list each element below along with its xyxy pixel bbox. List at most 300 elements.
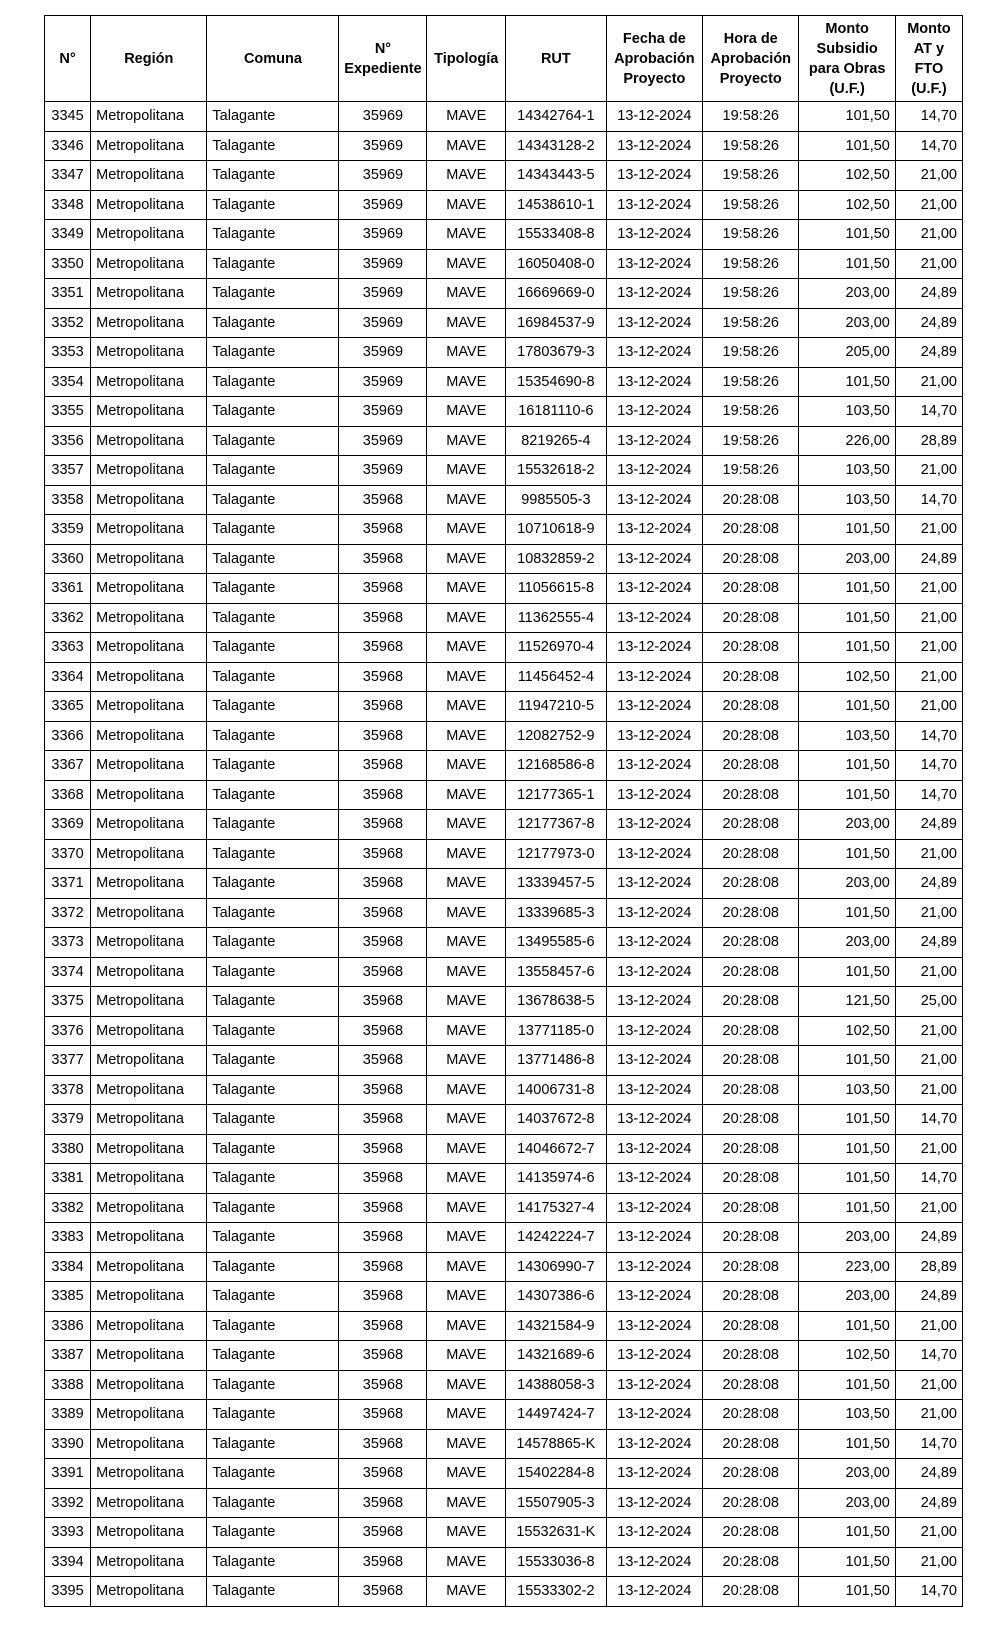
cell-numero: 3358: [45, 485, 91, 515]
cell-tipologia: MAVE: [427, 397, 506, 427]
cell-expediente: 35969: [339, 161, 427, 191]
cell-numero: 3368: [45, 780, 91, 810]
cell-tipologia: MAVE: [427, 987, 506, 1017]
cell-region: Metropolitana: [91, 1046, 207, 1076]
cell-numero: 3360: [45, 544, 91, 574]
cell-expediente: 35968: [339, 485, 427, 515]
cell-fecha: 13-12-2024: [606, 1311, 702, 1341]
cell-numero: 3377: [45, 1046, 91, 1076]
cell-rut: 14388058-3: [506, 1370, 607, 1400]
cell-hora: 20:28:08: [703, 633, 799, 663]
cell-rut: 16984537-9: [506, 308, 607, 338]
cell-fecha: 13-12-2024: [606, 692, 702, 722]
cell-comuna: Talagante: [207, 1134, 339, 1164]
cell-numero: 3370: [45, 839, 91, 869]
cell-tipologia: MAVE: [427, 1282, 506, 1312]
cell-rut: 14342764-1: [506, 102, 607, 132]
cell-numero: 3346: [45, 131, 91, 161]
cell-rut: 12177365-1: [506, 780, 607, 810]
cell-comuna: Talagante: [207, 928, 339, 958]
cell-expediente: 35968: [339, 721, 427, 751]
cell-monto-subsidio: 203,00: [799, 1223, 895, 1253]
cell-expediente: 35969: [339, 367, 427, 397]
cell-monto-subsidio: 101,50: [799, 839, 895, 869]
cell-fecha: 13-12-2024: [606, 1016, 702, 1046]
cell-rut: 14321689-6: [506, 1341, 607, 1371]
cell-comuna: Talagante: [207, 1400, 339, 1430]
cell-comuna: Talagante: [207, 102, 339, 132]
table-body: [45, 102, 963, 1607]
cell-numero: 3394: [45, 1547, 91, 1577]
cell-fecha: 13-12-2024: [606, 1577, 702, 1607]
table-row: [45, 1547, 963, 1577]
cell-expediente: 35968: [339, 1311, 427, 1341]
cell-monto-at: 14,70: [895, 485, 962, 515]
cell-expediente: 35968: [339, 1193, 427, 1223]
cell-region: Metropolitana: [91, 397, 207, 427]
cell-hora: 20:28:08: [703, 1223, 799, 1253]
cell-monto-at: 21,00: [895, 839, 962, 869]
cell-hora: 20:28:08: [703, 1046, 799, 1076]
cell-fecha: 13-12-2024: [606, 839, 702, 869]
cell-fecha: 13-12-2024: [606, 279, 702, 309]
cell-region: Metropolitana: [91, 190, 207, 220]
cell-tipologia: MAVE: [427, 131, 506, 161]
cell-monto-subsidio: 101,50: [799, 1134, 895, 1164]
cell-comuna: Talagante: [207, 1341, 339, 1371]
table-row: [45, 957, 963, 987]
cell-hora: 20:28:08: [703, 1577, 799, 1607]
cell-comuna: Talagante: [207, 1282, 339, 1312]
cell-tipologia: MAVE: [427, 810, 506, 840]
cell-fecha: 13-12-2024: [606, 1046, 702, 1076]
cell-rut: 13678638-5: [506, 987, 607, 1017]
cell-monto-at: 24,89: [895, 810, 962, 840]
table-row: [45, 131, 963, 161]
cell-numero: 3371: [45, 869, 91, 899]
cell-monto-at: 24,89: [895, 928, 962, 958]
cell-monto-at: 21,00: [895, 249, 962, 279]
cell-numero: 3357: [45, 456, 91, 486]
cell-monto-at: 21,00: [895, 1193, 962, 1223]
cell-hora: 19:58:26: [703, 161, 799, 191]
cell-comuna: Talagante: [207, 574, 339, 604]
cell-region: Metropolitana: [91, 1252, 207, 1282]
cell-fecha: 13-12-2024: [606, 633, 702, 663]
cell-comuna: Talagante: [207, 544, 339, 574]
cell-tipologia: MAVE: [427, 1400, 506, 1430]
cell-region: Metropolitana: [91, 1134, 207, 1164]
cell-monto-at: 21,00: [895, 1075, 962, 1105]
cell-region: Metropolitana: [91, 1016, 207, 1046]
cell-monto-subsidio: 203,00: [799, 1282, 895, 1312]
subsidy-table: [44, 15, 963, 1607]
cell-expediente: 35968: [339, 751, 427, 781]
cell-comuna: Talagante: [207, 810, 339, 840]
cell-comuna: Talagante: [207, 131, 339, 161]
cell-expediente: 35968: [339, 1459, 427, 1489]
header-fecha: Fecha de Aprobación Proyecto: [606, 16, 702, 102]
cell-expediente: 35968: [339, 1105, 427, 1135]
cell-region: Metropolitana: [91, 338, 207, 368]
cell-tipologia: MAVE: [427, 692, 506, 722]
table-row: [45, 1164, 963, 1194]
cell-tipologia: MAVE: [427, 1252, 506, 1282]
table-row: [45, 426, 963, 456]
cell-fecha: 13-12-2024: [606, 1282, 702, 1312]
cell-comuna: Talagante: [207, 1547, 339, 1577]
cell-fecha: 13-12-2024: [606, 1459, 702, 1489]
cell-hora: 19:58:26: [703, 190, 799, 220]
cell-monto-at: 14,70: [895, 721, 962, 751]
cell-tipologia: MAVE: [427, 780, 506, 810]
cell-monto-subsidio: 203,00: [799, 308, 895, 338]
cell-rut: 15354690-8: [506, 367, 607, 397]
cell-monto-subsidio: 101,50: [799, 367, 895, 397]
cell-rut: 9985505-3: [506, 485, 607, 515]
table-row: [45, 220, 963, 250]
cell-rut: 14175327-4: [506, 1193, 607, 1223]
cell-region: Metropolitana: [91, 633, 207, 663]
table-row: [45, 161, 963, 191]
cell-fecha: 13-12-2024: [606, 721, 702, 751]
cell-monto-at: 21,00: [895, 1518, 962, 1548]
cell-fecha: 13-12-2024: [606, 1164, 702, 1194]
cell-numero: 3386: [45, 1311, 91, 1341]
cell-hora: 19:58:26: [703, 279, 799, 309]
cell-fecha: 13-12-2024: [606, 1252, 702, 1282]
cell-tipologia: MAVE: [427, 574, 506, 604]
cell-comuna: Talagante: [207, 898, 339, 928]
cell-expediente: 35968: [339, 810, 427, 840]
cell-region: Metropolitana: [91, 692, 207, 722]
cell-region: Metropolitana: [91, 1370, 207, 1400]
cell-fecha: 13-12-2024: [606, 1370, 702, 1400]
cell-expediente: 35968: [339, 515, 427, 545]
cell-monto-at: 21,00: [895, 898, 962, 928]
cell-monto-at: 14,70: [895, 102, 962, 132]
cell-monto-at: 21,00: [895, 574, 962, 604]
cell-region: Metropolitana: [91, 869, 207, 899]
cell-tipologia: MAVE: [427, 603, 506, 633]
cell-rut: 15532618-2: [506, 456, 607, 486]
cell-comuna: Talagante: [207, 987, 339, 1017]
cell-hora: 19:58:26: [703, 131, 799, 161]
cell-monto-subsidio: 102,50: [799, 190, 895, 220]
cell-monto-at: 24,89: [895, 544, 962, 574]
table-row: [45, 1341, 963, 1371]
header-monto-at: Monto AT y FTO (U.F.): [895, 16, 962, 102]
cell-rut: 15533036-8: [506, 1547, 607, 1577]
cell-tipologia: MAVE: [427, 1518, 506, 1548]
table-row: [45, 839, 963, 869]
cell-monto-at: 25,00: [895, 987, 962, 1017]
cell-region: Metropolitana: [91, 426, 207, 456]
table-row: [45, 898, 963, 928]
cell-fecha: 13-12-2024: [606, 338, 702, 368]
cell-rut: 15402284-8: [506, 1459, 607, 1489]
cell-monto-subsidio: 101,50: [799, 1046, 895, 1076]
cell-rut: 10832859-2: [506, 544, 607, 574]
header-region: Región: [91, 16, 207, 102]
cell-region: Metropolitana: [91, 1577, 207, 1607]
cell-tipologia: MAVE: [427, 839, 506, 869]
cell-tipologia: MAVE: [427, 338, 506, 368]
cell-monto-subsidio: 101,50: [799, 603, 895, 633]
cell-hora: 20:28:08: [703, 1164, 799, 1194]
cell-numero: 3354: [45, 367, 91, 397]
cell-fecha: 13-12-2024: [606, 1134, 702, 1164]
cell-monto-at: 21,00: [895, 190, 962, 220]
cell-comuna: Talagante: [207, 957, 339, 987]
cell-monto-subsidio: 205,00: [799, 338, 895, 368]
cell-expediente: 35969: [339, 308, 427, 338]
cell-numero: 3384: [45, 1252, 91, 1282]
cell-expediente: 35968: [339, 662, 427, 692]
cell-tipologia: MAVE: [427, 1223, 506, 1253]
cell-rut: 13558457-6: [506, 957, 607, 987]
cell-tipologia: MAVE: [427, 249, 506, 279]
cell-comuna: Talagante: [207, 279, 339, 309]
table-row: [45, 1252, 963, 1282]
cell-region: Metropolitana: [91, 220, 207, 250]
cell-rut: 14006731-8: [506, 1075, 607, 1105]
cell-region: Metropolitana: [91, 898, 207, 928]
cell-monto-at: 14,70: [895, 1164, 962, 1194]
cell-numero: 3383: [45, 1223, 91, 1253]
cell-monto-at: 14,70: [895, 1577, 962, 1607]
cell-numero: 3374: [45, 957, 91, 987]
cell-monto-at: 21,00: [895, 367, 962, 397]
cell-hora: 20:28:08: [703, 1459, 799, 1489]
cell-hora: 19:58:26: [703, 367, 799, 397]
cell-monto-subsidio: 101,50: [799, 780, 895, 810]
cell-fecha: 13-12-2024: [606, 308, 702, 338]
cell-rut: 16669669-0: [506, 279, 607, 309]
cell-expediente: 35969: [339, 220, 427, 250]
cell-monto-subsidio: 101,50: [799, 633, 895, 663]
cell-expediente: 35968: [339, 633, 427, 663]
table-row: [45, 515, 963, 545]
cell-rut: 12177973-0: [506, 839, 607, 869]
cell-hora: 20:28:08: [703, 751, 799, 781]
cell-monto-at: 24,89: [895, 1223, 962, 1253]
cell-monto-at: 24,89: [895, 279, 962, 309]
cell-monto-at: 21,00: [895, 603, 962, 633]
cell-hora: 20:28:08: [703, 692, 799, 722]
cell-fecha: 13-12-2024: [606, 161, 702, 191]
cell-comuna: Talagante: [207, 220, 339, 250]
cell-monto-subsidio: 103,50: [799, 456, 895, 486]
cell-monto-subsidio: 101,50: [799, 1105, 895, 1135]
cell-numero: 3390: [45, 1429, 91, 1459]
cell-hora: 20:28:08: [703, 957, 799, 987]
cell-rut: 12082752-9: [506, 721, 607, 751]
cell-region: Metropolitana: [91, 987, 207, 1017]
cell-comuna: Talagante: [207, 485, 339, 515]
cell-region: Metropolitana: [91, 662, 207, 692]
cell-monto-at: 14,70: [895, 1105, 962, 1135]
cell-monto-subsidio: 101,50: [799, 249, 895, 279]
cell-fecha: 13-12-2024: [606, 1547, 702, 1577]
cell-hora: 20:28:08: [703, 1134, 799, 1164]
cell-tipologia: MAVE: [427, 308, 506, 338]
cell-monto-at: 21,00: [895, 515, 962, 545]
cell-comuna: Talagante: [207, 190, 339, 220]
cell-tipologia: MAVE: [427, 1370, 506, 1400]
cell-numero: 3349: [45, 220, 91, 250]
cell-tipologia: MAVE: [427, 1134, 506, 1164]
cell-hora: 20:28:08: [703, 603, 799, 633]
cell-numero: 3376: [45, 1016, 91, 1046]
cell-rut: 15533302-2: [506, 1577, 607, 1607]
cell-numero: 3375: [45, 987, 91, 1017]
header-rut: RUT: [506, 16, 607, 102]
cell-monto-subsidio: 101,50: [799, 1311, 895, 1341]
cell-hora: 20:28:08: [703, 1547, 799, 1577]
cell-hora: 20:28:08: [703, 1400, 799, 1430]
cell-tipologia: MAVE: [427, 1016, 506, 1046]
cell-rut: 14343128-2: [506, 131, 607, 161]
cell-monto-subsidio: 101,50: [799, 957, 895, 987]
cell-numero: 3355: [45, 397, 91, 427]
cell-expediente: 35968: [339, 1016, 427, 1046]
cell-hora: 20:28:08: [703, 1311, 799, 1341]
cell-rut: 15533408-8: [506, 220, 607, 250]
cell-fecha: 13-12-2024: [606, 1075, 702, 1105]
cell-rut: 14343443-5: [506, 161, 607, 191]
cell-rut: 14538610-1: [506, 190, 607, 220]
cell-numero: 3381: [45, 1164, 91, 1194]
table-row: [45, 1105, 963, 1135]
cell-comuna: Talagante: [207, 308, 339, 338]
cell-expediente: 35968: [339, 574, 427, 604]
cell-monto-subsidio: 101,50: [799, 1518, 895, 1548]
cell-hora: 20:28:08: [703, 721, 799, 751]
cell-fecha: 13-12-2024: [606, 367, 702, 397]
cell-monto-subsidio: 203,00: [799, 869, 895, 899]
cell-expediente: 35968: [339, 957, 427, 987]
table-row: [45, 633, 963, 663]
cell-region: Metropolitana: [91, 839, 207, 869]
cell-expediente: 35968: [339, 898, 427, 928]
cell-hora: 20:28:08: [703, 1075, 799, 1105]
cell-numero: 3372: [45, 898, 91, 928]
cell-tipologia: MAVE: [427, 1429, 506, 1459]
cell-rut: 14321584-9: [506, 1311, 607, 1341]
cell-rut: 14307386-6: [506, 1282, 607, 1312]
cell-comuna: Talagante: [207, 397, 339, 427]
cell-fecha: 13-12-2024: [606, 1518, 702, 1548]
cell-numero: 3382: [45, 1193, 91, 1223]
header-comuna: Comuna: [207, 16, 339, 102]
cell-fecha: 13-12-2024: [606, 249, 702, 279]
cell-hora: 20:28:08: [703, 1341, 799, 1371]
cell-fecha: 13-12-2024: [606, 898, 702, 928]
table-row: [45, 692, 963, 722]
cell-comuna: Talagante: [207, 456, 339, 486]
cell-monto-subsidio: 121,50: [799, 987, 895, 1017]
cell-numero: 3385: [45, 1282, 91, 1312]
cell-expediente: 35969: [339, 338, 427, 368]
cell-fecha: 13-12-2024: [606, 1429, 702, 1459]
table-row: [45, 1577, 963, 1607]
cell-hora: 20:28:08: [703, 810, 799, 840]
cell-tipologia: MAVE: [427, 898, 506, 928]
cell-hora: 19:58:26: [703, 426, 799, 456]
cell-hora: 19:58:26: [703, 338, 799, 368]
cell-expediente: 35968: [339, 928, 427, 958]
cell-expediente: 35968: [339, 1577, 427, 1607]
cell-fecha: 13-12-2024: [606, 810, 702, 840]
cell-comuna: Talagante: [207, 603, 339, 633]
table-row: [45, 928, 963, 958]
cell-fecha: 13-12-2024: [606, 190, 702, 220]
cell-monto-at: 21,00: [895, 1046, 962, 1076]
cell-numero: 3361: [45, 574, 91, 604]
cell-monto-at: 21,00: [895, 1016, 962, 1046]
cell-rut: 11056615-8: [506, 574, 607, 604]
cell-numero: 3392: [45, 1488, 91, 1518]
cell-tipologia: MAVE: [427, 279, 506, 309]
cell-expediente: 35968: [339, 1223, 427, 1253]
cell-numero: 3388: [45, 1370, 91, 1400]
cell-hora: 20:28:08: [703, 1370, 799, 1400]
cell-monto-subsidio: 101,50: [799, 220, 895, 250]
cell-region: Metropolitana: [91, 1341, 207, 1371]
cell-monto-at: 24,89: [895, 308, 962, 338]
table-row: [45, 574, 963, 604]
table-row: [45, 810, 963, 840]
cell-tipologia: MAVE: [427, 102, 506, 132]
table-row: [45, 397, 963, 427]
cell-monto-at: 14,70: [895, 751, 962, 781]
cell-region: Metropolitana: [91, 1164, 207, 1194]
table-row: [45, 249, 963, 279]
cell-comuna: Talagante: [207, 1105, 339, 1135]
cell-numero: 3353: [45, 338, 91, 368]
cell-numero: 3362: [45, 603, 91, 633]
cell-monto-subsidio: 101,50: [799, 574, 895, 604]
cell-rut: 14578865-K: [506, 1429, 607, 1459]
cell-numero: 3345: [45, 102, 91, 132]
cell-fecha: 13-12-2024: [606, 426, 702, 456]
table-row: [45, 1193, 963, 1223]
cell-expediente: 35969: [339, 249, 427, 279]
cell-hora: 20:28:08: [703, 1518, 799, 1548]
cell-comuna: Talagante: [207, 633, 339, 663]
cell-numero: 3350: [45, 249, 91, 279]
cell-hora: 20:28:08: [703, 898, 799, 928]
cell-numero: 3387: [45, 1341, 91, 1371]
cell-monto-subsidio: 101,50: [799, 1370, 895, 1400]
cell-comuna: Talagante: [207, 692, 339, 722]
cell-tipologia: MAVE: [427, 721, 506, 751]
cell-numero: 3367: [45, 751, 91, 781]
cell-comuna: Talagante: [207, 1311, 339, 1341]
cell-monto-subsidio: 101,50: [799, 1164, 895, 1194]
cell-rut: 14242224-7: [506, 1223, 607, 1253]
cell-monto-subsidio: 103,50: [799, 721, 895, 751]
cell-monto-subsidio: 103,50: [799, 1400, 895, 1430]
cell-tipologia: MAVE: [427, 220, 506, 250]
cell-rut: 14497424-7: [506, 1400, 607, 1430]
cell-rut: 11947210-5: [506, 692, 607, 722]
cell-hora: 20:28:08: [703, 839, 799, 869]
cell-expediente: 35968: [339, 1400, 427, 1430]
cell-hora: 20:28:08: [703, 544, 799, 574]
cell-comuna: Talagante: [207, 426, 339, 456]
